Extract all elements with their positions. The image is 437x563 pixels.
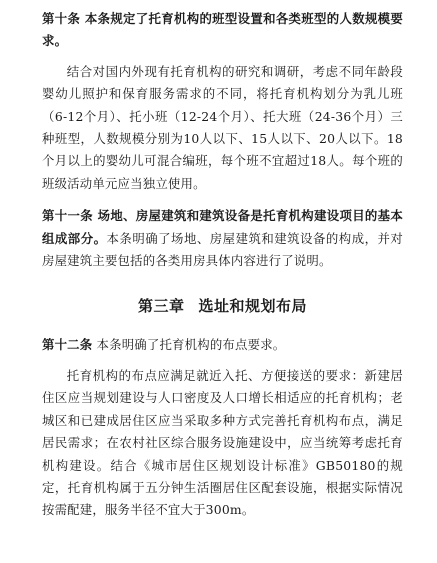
chapter-title: 选址和规划布局 — [198, 297, 308, 316]
article-10-summary: 本条规定了托育机构的班型设置和各类班型的人数规模要求。 — [42, 11, 403, 49]
article-11-number: 第十一条 — [42, 208, 93, 224]
article-12-body: 托育机构的布点应满足就近入托、方便接送的要求：新建居住区应当规划建设与人口密度及人口增长相适应的托育机构；老城区和已建成居住区应当采取多种方式完善托育机构布点，满足居民需求；在农村社区综合服务设施建设中，应当统筹考虑托育机构建设。结合《城市居住区规划设计标准》GB50180的规定，托育机构属于五分钟生活圈居住区配套设施，根据实际情况按需配建，服务半径不宜大于300m。 — [42, 367, 403, 518]
article-10-heading — [42, 8, 403, 53]
article-11-body: 本条明确了场地、房屋建筑和建筑设备的构成，并对房屋建筑主要包括的各类用房具体内容进行了说明。 — [42, 230, 404, 269]
article-11-heading — [42, 205, 403, 272]
article-11-summary: 场地、房屋建筑和建筑设备是托育机构建设项目的基本组成部分。 — [42, 208, 403, 246]
article-10-number: 第十条 — [42, 11, 81, 26]
chapter-heading — [42, 294, 403, 318]
article-12-number: 第十二条 — [42, 337, 93, 353]
article-12-summary: 本条明确了托育机构的布点要求。 — [92, 337, 286, 353]
article-12-heading — [42, 334, 403, 356]
article-10-body: 结合对国内外现有托育机构的研究和调研，考虑不同年龄段婴幼儿照护和保育服务需求的不同，将托育机构划分为乳儿班（6-12个月）、托小班（12-24个月）、托大班（24-36个月）三种班型，人数规模分别为10人以下、15人以下、20人以下。18个月以上的婴幼儿可混合编班，每个班不宜超过18人。每个班的班级活动单元应当独立使用。 — [42, 63, 403, 191]
chapter-number: 第三章 — [137, 297, 185, 316]
